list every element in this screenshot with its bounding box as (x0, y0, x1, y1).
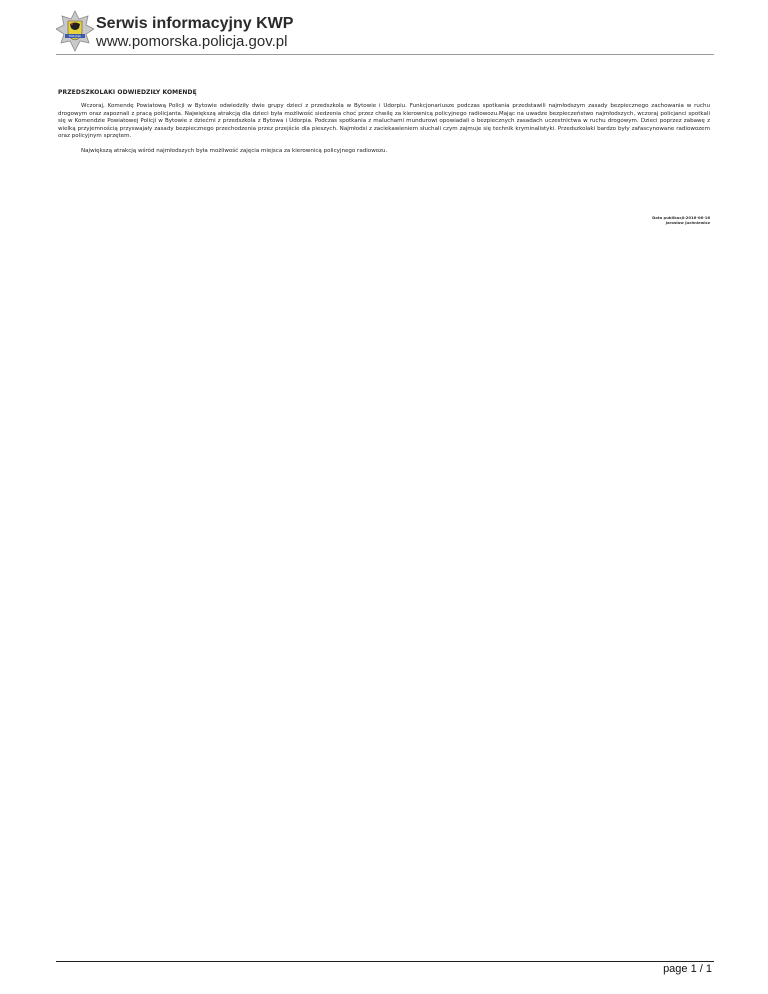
header-divider (56, 54, 714, 55)
site-url[interactable]: www.pomorska.policja.gov.pl (96, 33, 288, 50)
article-meta (652, 215, 710, 225)
article-paragraph: Wczoraj, Komendę Powiatową Policji w Bytowie odwiedziły dwie grupy dzieci z przedszkola w Bytowie i Udorpiu. Funkcjonariusze podczas spotkania przedstawili najmłodszym zasady bezpiecznego zachowania w ruchu drogowym oraz zapoznali z pracą policjanta. Największą atrakcją dla dzieci była możliwość siedzenia choć przez chwilę za kierownicą policyjnego radiowozu.Mając na uwadze bezpieczeństwo najmłodszych, wczoraj policjanci spotkali się w Komendzie Powiatowej Policji w Bytowie z dziećmi z przedszkola z Bytowa i Udorpia. Podczas spotkania z maluchami mundurowi opowiadali o bezpiecznych zasadach uczestnictwa w ruchu drogowym. Dzieci poprzez zabawę z wielką przyjemnością przyswajały zasady bezpiecznego przechodzenia przez przejście dla pieszych. Najmłodsi z zaciekawieniem słuchali czym zajmuje się technik kryminalistyki. Przedszkolaki bardzo były zafascynowane radiowozem oraz policyjnym sprzętem. (58, 103, 710, 140)
page-number: page 1 / 1 (663, 963, 712, 975)
footer-divider (56, 961, 714, 962)
author-name: Jarosław Juchniewicz (665, 220, 710, 225)
article-paragraph: Największą atrakcją wśród najmłodszych była możliwość zajęcia miejsca za kierownicą policyjnego radiowozu. (81, 147, 388, 154)
page-header (56, 10, 714, 54)
logo-text: POLICJA (69, 34, 81, 39)
site-title: Serwis informacyjny KWP (96, 15, 294, 32)
publication-date: Data publikacji:2016-06-16 (652, 215, 710, 220)
article (58, 89, 710, 163)
article-title: PRZEDSZKOLAKI ODWIEDZIŁY KOMENDĘ (58, 89, 197, 96)
police-star-badge-icon (56, 10, 94, 52)
